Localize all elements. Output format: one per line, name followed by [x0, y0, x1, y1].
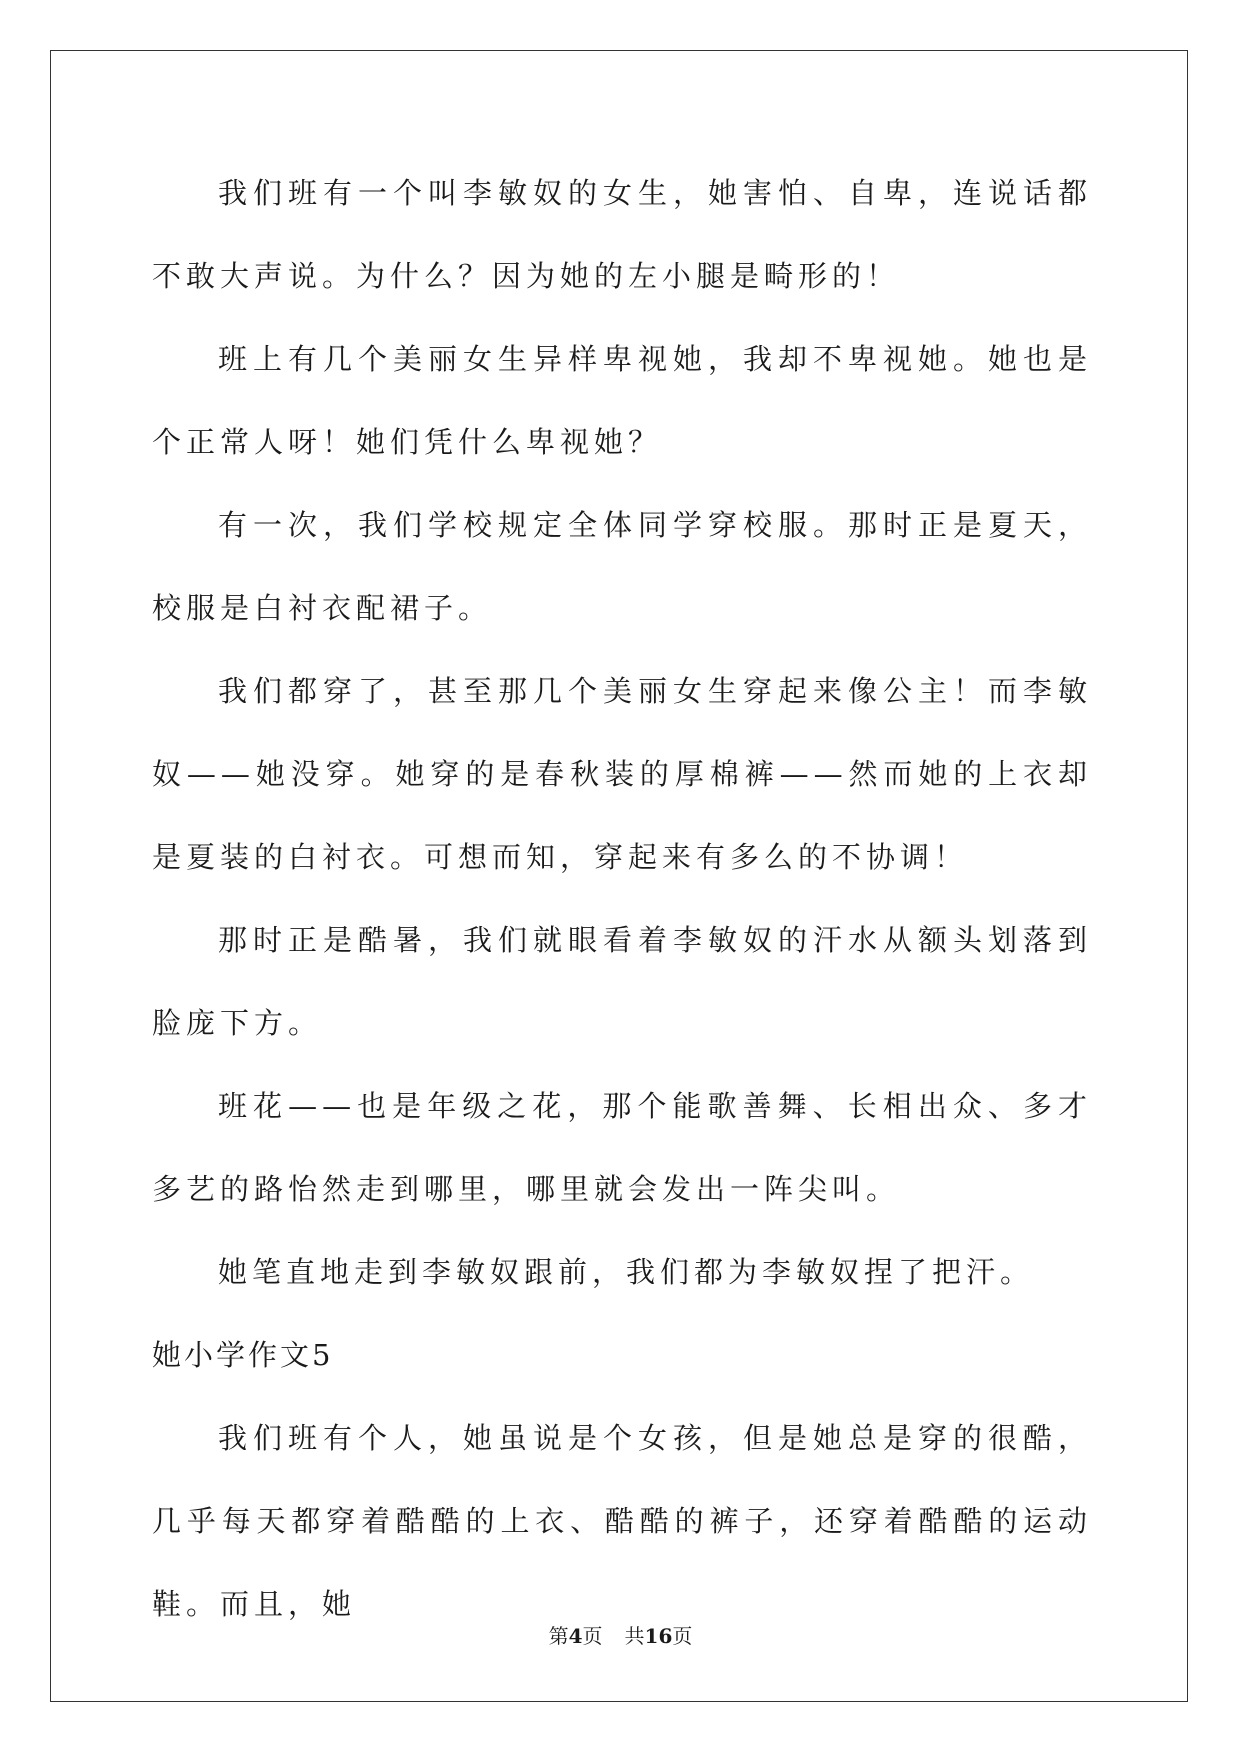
total-prefix: 共: [624, 1624, 645, 1648]
page-number: 4: [568, 1624, 583, 1648]
paragraph: 那时正是酷暑，我们就眼看着李敏奴的汗水从额头划落到脸庞下方。: [152, 923, 1092, 1040]
paragraph: 我们班有一个叫李敏奴的女生，她害怕、自卑，连说话都不敢大声说。为什么？因为她的左小腿是畸形的！: [152, 176, 1092, 293]
paragraph: 我们都穿了，甚至那几个美丽女生穿起来像公主！而李敏奴——她没穿。她穿的是春秋装的厚棉裤——然而她的上衣却是夏装的白衬衣。可想而知，穿起来有多么的不协调！: [152, 674, 1092, 874]
document-body: [152, 152, 1092, 1646]
paragraph: 班上有几个美丽女生异样卑视她，我却不卑视她。她也是个正常人呀！她们凭什么卑视她？: [152, 342, 1092, 459]
page-footer: [0, 1624, 1241, 1648]
total-pages: 16: [644, 1624, 673, 1648]
paragraph: 有一次，我们学校规定全体同学穿校服。那时正是夏天，校服是白衬衣配裙子。: [152, 508, 1092, 625]
page-prefix: 第: [548, 1624, 569, 1648]
page-suffix: 页: [582, 1624, 603, 1648]
section-heading: 她小学作文5: [152, 1338, 334, 1372]
paragraph: 她笔直地走到李敏奴跟前，我们都为李敏奴捏了把汗。: [218, 1255, 1035, 1289]
total-suffix: 页: [672, 1624, 693, 1648]
paragraph: 我们班有个人，她虽说是个女孩，但是她总是穿的很酷，几乎每天都穿着酷酷的上衣、酷酷的裤子，还穿着酷酷的运动鞋。而且，她: [152, 1421, 1092, 1621]
paragraph: 班花——也是年级之花，那个能歌善舞、长相出众、多才多艺的路怡然走到哪里，哪里就会发出一阵尖叫。: [152, 1089, 1092, 1206]
